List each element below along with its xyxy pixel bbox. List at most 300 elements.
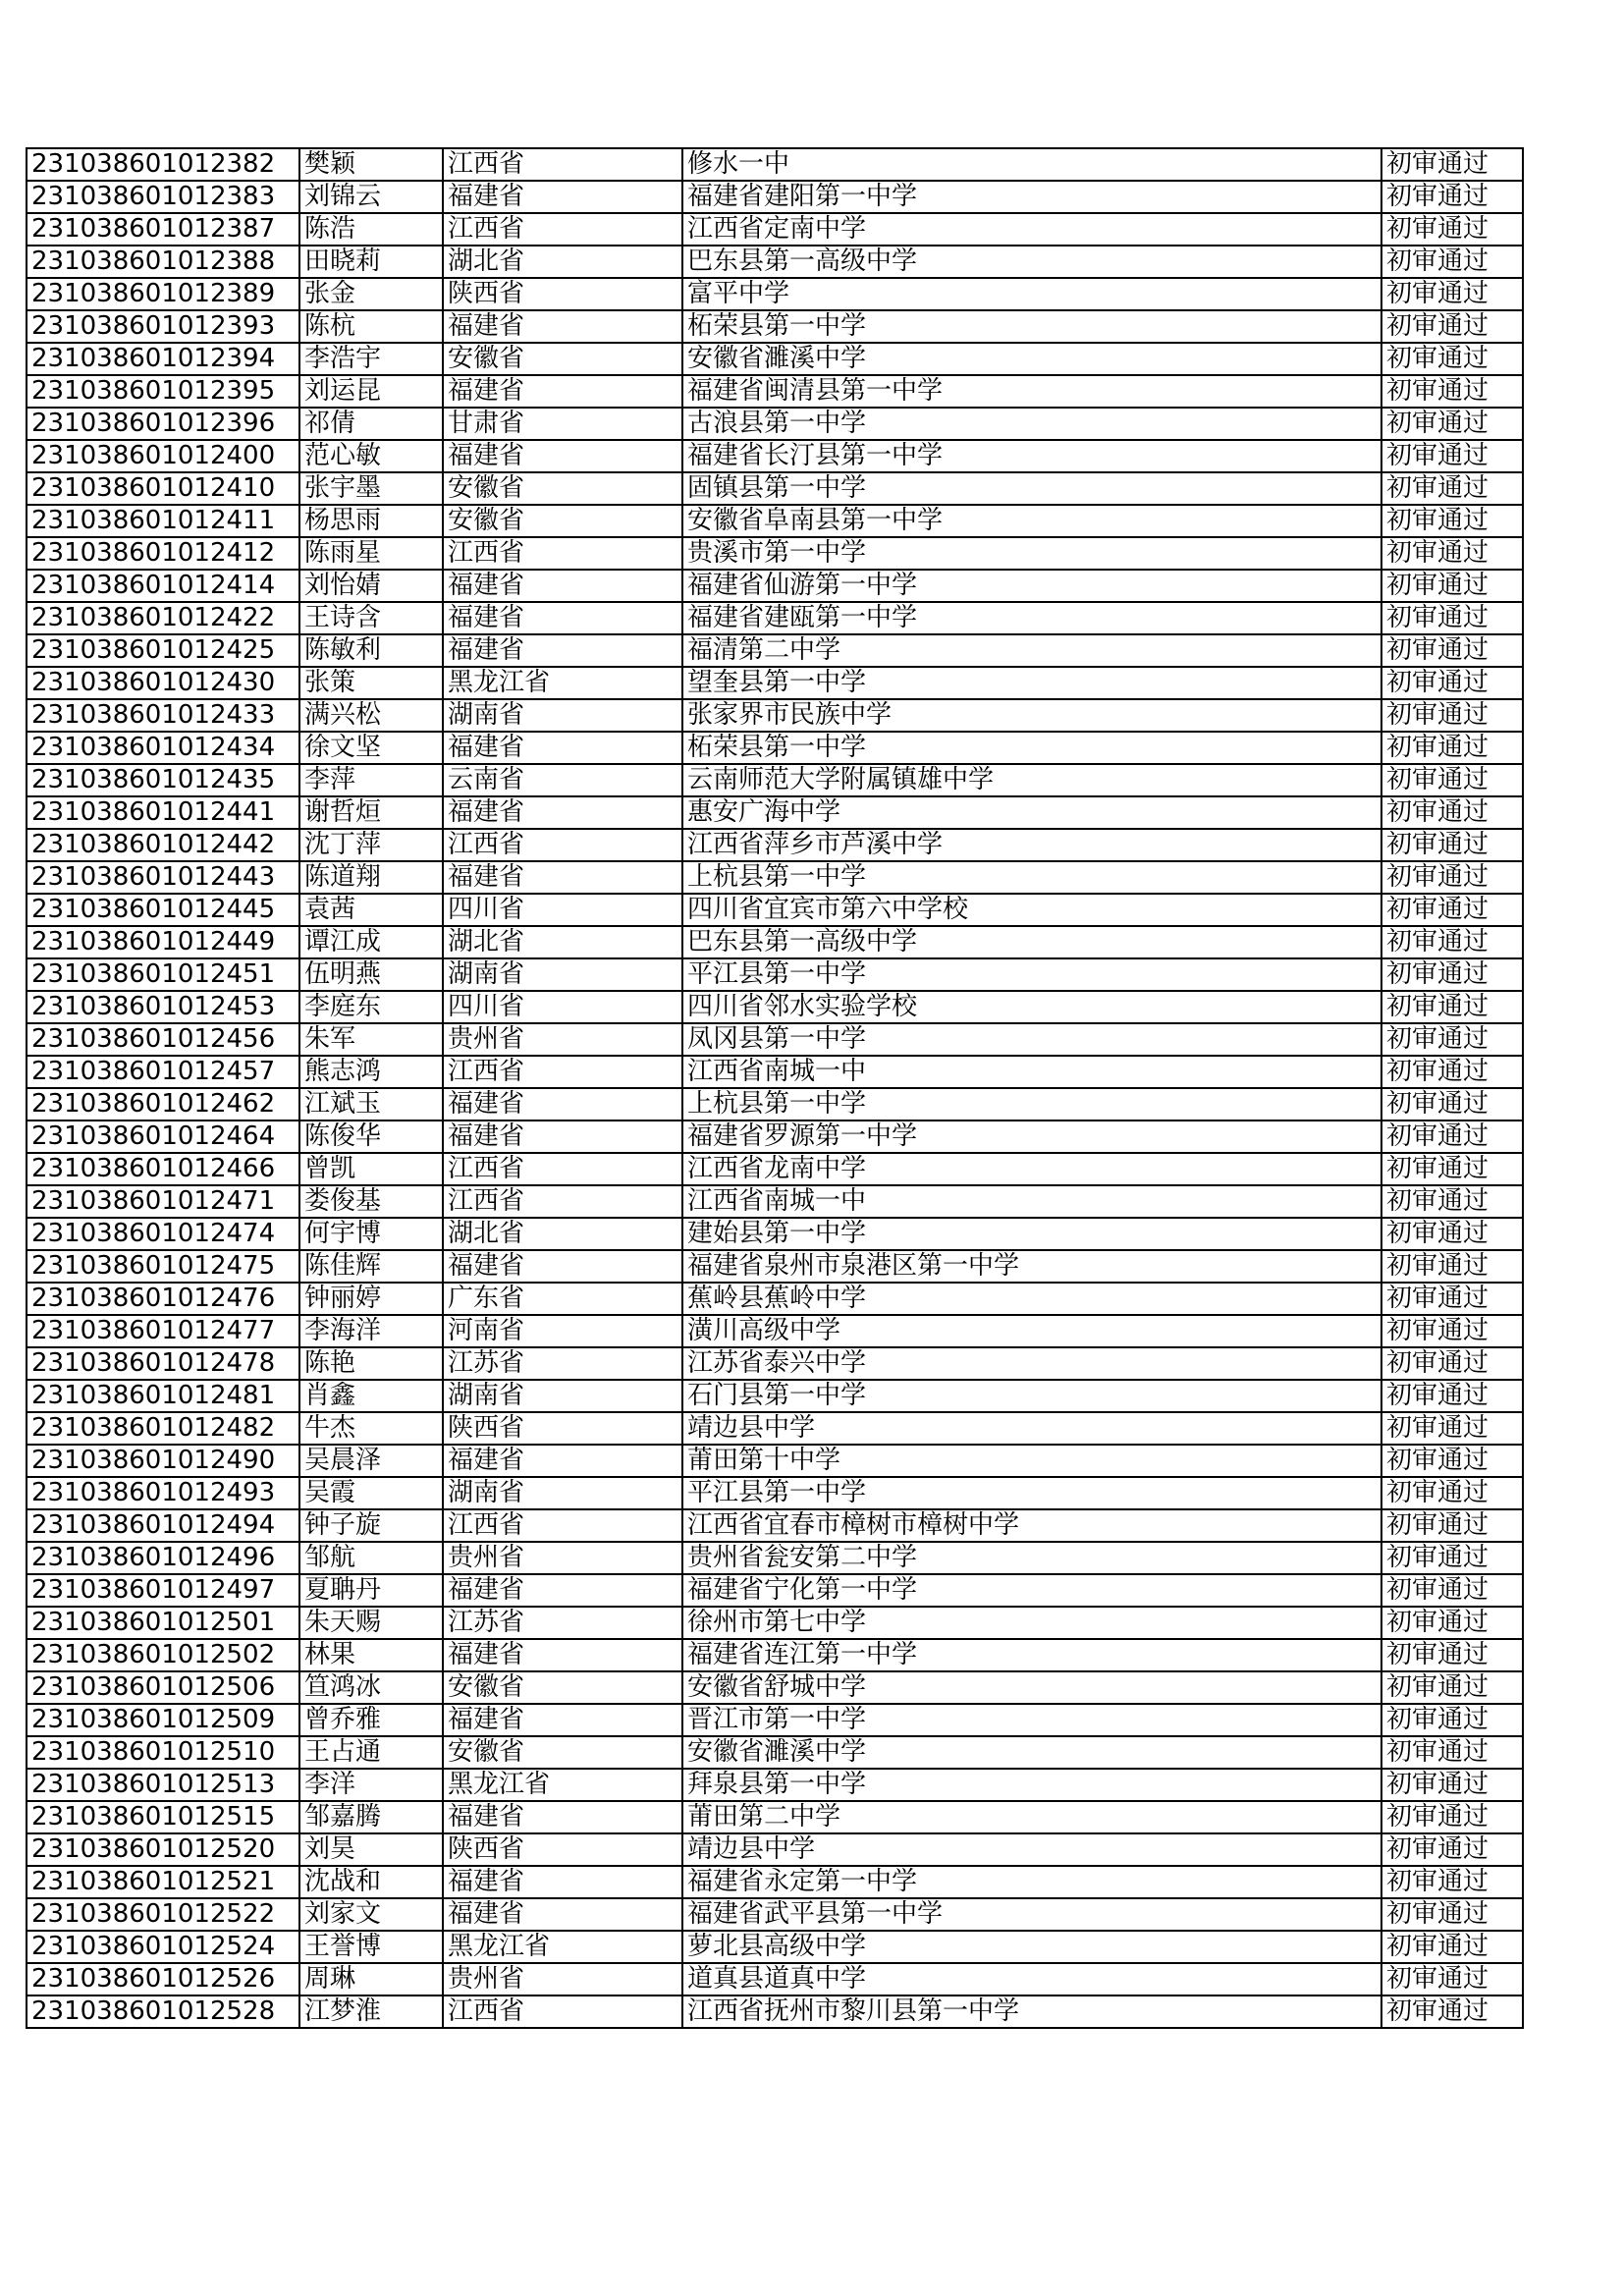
cell-name: 李庭东	[299, 991, 443, 1023]
cell-school: 蕉岭县蕉岭中学	[682, 1283, 1381, 1315]
cell-province: 安徽省	[443, 1736, 682, 1769]
cell-province: 福建省	[443, 861, 682, 894]
cell-status: 初审通过	[1381, 310, 1523, 343]
cell-id: 231038601012475	[27, 1250, 299, 1283]
table-row	[27, 732, 1523, 764]
cell-id: 231038601012510	[27, 1736, 299, 1769]
table-row	[27, 634, 1523, 667]
cell-status: 初审通过	[1381, 375, 1523, 408]
table-row	[27, 1445, 1523, 1477]
cell-name: 邹嘉腾	[299, 1801, 443, 1833]
cell-id: 231038601012394	[27, 343, 299, 375]
table-row	[27, 278, 1523, 310]
cell-name: 夏聃丹	[299, 1574, 443, 1607]
roster-table	[26, 147, 1524, 2029]
cell-status: 初审通过	[1381, 1185, 1523, 1218]
cell-id: 231038601012442	[27, 829, 299, 861]
cell-province: 江苏省	[443, 1347, 682, 1380]
cell-school: 江西省南城一中	[682, 1056, 1381, 1088]
cell-school: 江西省萍乡市芦溪中学	[682, 829, 1381, 861]
table-row	[27, 926, 1523, 958]
cell-name: 曾乔雅	[299, 1704, 443, 1736]
table-row	[27, 1542, 1523, 1574]
cell-name: 熊志鸿	[299, 1056, 443, 1088]
cell-name: 江斌玉	[299, 1088, 443, 1121]
cell-province: 福建省	[443, 1574, 682, 1607]
cell-status: 初审通过	[1381, 1866, 1523, 1898]
cell-name: 张策	[299, 667, 443, 699]
cell-school: 安徽省舒城中学	[682, 1671, 1381, 1704]
table-row	[27, 375, 1523, 408]
cell-status: 初审通过	[1381, 796, 1523, 829]
cell-id: 231038601012464	[27, 1121, 299, 1153]
cell-name: 邹航	[299, 1542, 443, 1574]
cell-name: 李洋	[299, 1769, 443, 1801]
cell-name: 钟子旋	[299, 1509, 443, 1542]
cell-id: 231038601012389	[27, 278, 299, 310]
cell-school: 四川省邻水实验学校	[682, 991, 1381, 1023]
table-row	[27, 796, 1523, 829]
table-row	[27, 991, 1523, 1023]
cell-school: 望奎县第一中学	[682, 667, 1381, 699]
table-row	[27, 343, 1523, 375]
cell-status: 初审通过	[1381, 958, 1523, 991]
cell-status: 初审通过	[1381, 667, 1523, 699]
cell-school: 福建省宁化第一中学	[682, 1574, 1381, 1607]
cell-name: 吴霞	[299, 1477, 443, 1509]
cell-name: 徐文坚	[299, 732, 443, 764]
table-row	[27, 602, 1523, 634]
cell-status: 初审通过	[1381, 1898, 1523, 1931]
cell-school: 云南师范大学附属镇雄中学	[682, 764, 1381, 796]
cell-status: 初审通过	[1381, 246, 1523, 278]
cell-id: 231038601012513	[27, 1769, 299, 1801]
cell-id: 231038601012435	[27, 764, 299, 796]
cell-id: 231038601012478	[27, 1347, 299, 1380]
table-row	[27, 1639, 1523, 1671]
table-row	[27, 1574, 1523, 1607]
cell-id: 231038601012457	[27, 1056, 299, 1088]
cell-id: 231038601012528	[27, 1995, 299, 2028]
cell-province: 福建省	[443, 1704, 682, 1736]
cell-province: 福建省	[443, 732, 682, 764]
cell-status: 初审通过	[1381, 1412, 1523, 1445]
cell-province: 四川省	[443, 991, 682, 1023]
cell-school: 江苏省泰兴中学	[682, 1347, 1381, 1380]
cell-province: 福建省	[443, 602, 682, 634]
cell-school: 江西省宜春市樟树市樟树中学	[682, 1509, 1381, 1542]
table-row	[27, 1509, 1523, 1542]
cell-id: 231038601012387	[27, 213, 299, 246]
cell-status: 初审通过	[1381, 440, 1523, 472]
cell-school: 江西省抚州市黎川县第一中学	[682, 1995, 1381, 2028]
cell-status: 初审通过	[1381, 148, 1523, 181]
cell-status: 初审通过	[1381, 1769, 1523, 1801]
table-row	[27, 1023, 1523, 1056]
cell-school: 福建省连江第一中学	[682, 1639, 1381, 1671]
cell-province: 陕西省	[443, 1833, 682, 1866]
cell-school: 贵州省瓮安第二中学	[682, 1542, 1381, 1574]
cell-name: 刘锦云	[299, 181, 443, 213]
cell-name: 吴晨泽	[299, 1445, 443, 1477]
cell-school: 潢川高级中学	[682, 1315, 1381, 1347]
cell-status: 初审通过	[1381, 1607, 1523, 1639]
cell-status: 初审通过	[1381, 1931, 1523, 1963]
cell-id: 231038601012496	[27, 1542, 299, 1574]
cell-id: 231038601012395	[27, 375, 299, 408]
cell-province: 陕西省	[443, 278, 682, 310]
cell-school: 福建省罗源第一中学	[682, 1121, 1381, 1153]
cell-id: 231038601012521	[27, 1866, 299, 1898]
cell-province: 四川省	[443, 894, 682, 926]
cell-name: 笪鸿冰	[299, 1671, 443, 1704]
cell-id: 231038601012396	[27, 408, 299, 440]
cell-province: 湖南省	[443, 958, 682, 991]
cell-name: 周琳	[299, 1963, 443, 1995]
cell-id: 231038601012425	[27, 634, 299, 667]
cell-school: 福建省永定第一中学	[682, 1866, 1381, 1898]
cell-name: 杨思雨	[299, 505, 443, 537]
cell-province: 湖北省	[443, 246, 682, 278]
cell-name: 江梦淮	[299, 1995, 443, 2028]
cell-school: 巴东县第一高级中学	[682, 246, 1381, 278]
cell-name: 樊颖	[299, 148, 443, 181]
cell-status: 初审通过	[1381, 1445, 1523, 1477]
table-row	[27, 1607, 1523, 1639]
cell-province: 福建省	[443, 1866, 682, 1898]
cell-status: 初审通过	[1381, 1995, 1523, 2028]
cell-status: 初审通过	[1381, 570, 1523, 602]
cell-name: 朱天赐	[299, 1607, 443, 1639]
table-row	[27, 1283, 1523, 1315]
cell-school: 靖边县中学	[682, 1833, 1381, 1866]
cell-id: 231038601012411	[27, 505, 299, 537]
table-row	[27, 570, 1523, 602]
cell-name: 陈俊华	[299, 1121, 443, 1153]
cell-name: 张宇墨	[299, 472, 443, 505]
cell-school: 萝北县高级中学	[682, 1931, 1381, 1963]
cell-province: 福建省	[443, 375, 682, 408]
cell-name: 沈战和	[299, 1866, 443, 1898]
cell-school: 福建省长汀县第一中学	[682, 440, 1381, 472]
cell-province: 江西省	[443, 1995, 682, 2028]
cell-name: 陈杭	[299, 310, 443, 343]
cell-province: 安徽省	[443, 1671, 682, 1704]
table-row	[27, 1121, 1523, 1153]
table-row	[27, 1477, 1523, 1509]
cell-province: 黑龙江省	[443, 1931, 682, 1963]
cell-id: 231038601012526	[27, 1963, 299, 1995]
cell-province: 福建省	[443, 634, 682, 667]
table-row	[27, 1250, 1523, 1283]
table-row	[27, 1898, 1523, 1931]
cell-id: 231038601012441	[27, 796, 299, 829]
cell-id: 231038601012501	[27, 1607, 299, 1639]
cell-province: 江西省	[443, 1185, 682, 1218]
table-row	[27, 699, 1523, 732]
cell-name: 钟丽婷	[299, 1283, 443, 1315]
cell-province: 福建省	[443, 181, 682, 213]
cell-status: 初审通过	[1381, 472, 1523, 505]
cell-name: 王占通	[299, 1736, 443, 1769]
cell-status: 初审通过	[1381, 1736, 1523, 1769]
cell-status: 初审通过	[1381, 1121, 1523, 1153]
cell-status: 初审通过	[1381, 1704, 1523, 1736]
cell-school: 四川省宜宾市第六中学校	[682, 894, 1381, 926]
cell-id: 231038601012434	[27, 732, 299, 764]
cell-province: 安徽省	[443, 505, 682, 537]
cell-id: 231038601012449	[27, 926, 299, 958]
cell-id: 231038601012497	[27, 1574, 299, 1607]
table-row	[27, 213, 1523, 246]
cell-id: 231038601012414	[27, 570, 299, 602]
cell-name: 朱军	[299, 1023, 443, 1056]
cell-status: 初审通过	[1381, 991, 1523, 1023]
cell-school: 富平中学	[682, 278, 1381, 310]
cell-status: 初审通过	[1381, 213, 1523, 246]
cell-name: 娄俊基	[299, 1185, 443, 1218]
cell-name: 李海洋	[299, 1315, 443, 1347]
table-row	[27, 1412, 1523, 1445]
cell-school: 江西省定南中学	[682, 213, 1381, 246]
cell-status: 初审通过	[1381, 1250, 1523, 1283]
cell-id: 231038601012422	[27, 602, 299, 634]
cell-school: 惠安广海中学	[682, 796, 1381, 829]
cell-school: 平江县第一中学	[682, 958, 1381, 991]
cell-id: 231038601012410	[27, 472, 299, 505]
cell-name: 祁倩	[299, 408, 443, 440]
cell-status: 初审通过	[1381, 699, 1523, 732]
table-row	[27, 1347, 1523, 1380]
table-row	[27, 1056, 1523, 1088]
cell-id: 231038601012456	[27, 1023, 299, 1056]
cell-school: 安徽省濉溪中学	[682, 1736, 1381, 1769]
cell-status: 初审通过	[1381, 1023, 1523, 1056]
cell-province: 福建省	[443, 310, 682, 343]
cell-status: 初审通过	[1381, 634, 1523, 667]
cell-id: 231038601012393	[27, 310, 299, 343]
cell-province: 黑龙江省	[443, 667, 682, 699]
table-row	[27, 472, 1523, 505]
cell-id: 231038601012466	[27, 1153, 299, 1185]
table-row	[27, 440, 1523, 472]
cell-province: 江西省	[443, 537, 682, 570]
cell-school: 古浪县第一中学	[682, 408, 1381, 440]
table-row	[27, 505, 1523, 537]
cell-school: 柘荣县第一中学	[682, 310, 1381, 343]
cell-status: 初审通过	[1381, 1509, 1523, 1542]
cell-id: 231038601012490	[27, 1445, 299, 1477]
cell-school: 晋江市第一中学	[682, 1704, 1381, 1736]
cell-id: 231038601012388	[27, 246, 299, 278]
cell-name: 刘运昆	[299, 375, 443, 408]
table-row	[27, 537, 1523, 570]
cell-status: 初审通过	[1381, 926, 1523, 958]
table-row	[27, 1185, 1523, 1218]
cell-id: 231038601012524	[27, 1931, 299, 1963]
cell-id: 231038601012400	[27, 440, 299, 472]
cell-province: 安徽省	[443, 343, 682, 375]
cell-status: 初审通过	[1381, 732, 1523, 764]
cell-province: 福建省	[443, 1121, 682, 1153]
cell-status: 初审通过	[1381, 1639, 1523, 1671]
cell-province: 河南省	[443, 1315, 682, 1347]
cell-status: 初审通过	[1381, 1056, 1523, 1088]
cell-name: 范心敏	[299, 440, 443, 472]
cell-status: 初审通过	[1381, 1542, 1523, 1574]
cell-status: 初审通过	[1381, 1963, 1523, 1995]
cell-status: 初审通过	[1381, 602, 1523, 634]
cell-status: 初审通过	[1381, 894, 1523, 926]
cell-name: 刘昊	[299, 1833, 443, 1866]
cell-school: 巴东县第一高级中学	[682, 926, 1381, 958]
cell-province: 贵州省	[443, 1542, 682, 1574]
cell-province: 福建省	[443, 570, 682, 602]
cell-province: 湖北省	[443, 926, 682, 958]
table-row	[27, 310, 1523, 343]
cell-name: 曾凯	[299, 1153, 443, 1185]
cell-id: 231038601012493	[27, 1477, 299, 1509]
cell-id: 231038601012471	[27, 1185, 299, 1218]
cell-status: 初审通过	[1381, 1347, 1523, 1380]
cell-province: 江西省	[443, 213, 682, 246]
cell-province: 湖南省	[443, 1477, 682, 1509]
cell-name: 陈道翔	[299, 861, 443, 894]
cell-province: 云南省	[443, 764, 682, 796]
cell-id: 231038601012430	[27, 667, 299, 699]
table-row	[27, 1218, 1523, 1250]
cell-school: 福建省建瓯第一中学	[682, 602, 1381, 634]
table-row	[27, 181, 1523, 213]
cell-school: 莆田第二中学	[682, 1801, 1381, 1833]
table-row	[27, 1833, 1523, 1866]
cell-school: 柘荣县第一中学	[682, 732, 1381, 764]
cell-school: 江西省龙南中学	[682, 1153, 1381, 1185]
cell-province: 江苏省	[443, 1607, 682, 1639]
cell-status: 初审通过	[1381, 1671, 1523, 1704]
cell-school: 修水一中	[682, 148, 1381, 181]
cell-school: 贵溪市第一中学	[682, 537, 1381, 570]
cell-school: 固镇县第一中学	[682, 472, 1381, 505]
table-row	[27, 764, 1523, 796]
table-row	[27, 1995, 1523, 2028]
cell-province: 福建省	[443, 1801, 682, 1833]
table-row	[27, 1769, 1523, 1801]
cell-school: 福清第二中学	[682, 634, 1381, 667]
cell-id: 231038601012445	[27, 894, 299, 926]
cell-province: 福建省	[443, 1088, 682, 1121]
cell-id: 231038601012453	[27, 991, 299, 1023]
cell-province: 黑龙江省	[443, 1769, 682, 1801]
table-row	[27, 1704, 1523, 1736]
cell-province: 福建省	[443, 1445, 682, 1477]
cell-name: 陈浩	[299, 213, 443, 246]
cell-province: 江西省	[443, 1509, 682, 1542]
cell-status: 初审通过	[1381, 343, 1523, 375]
cell-province: 福建省	[443, 440, 682, 472]
cell-school: 张家界市民族中学	[682, 699, 1381, 732]
cell-status: 初审通过	[1381, 1088, 1523, 1121]
cell-id: 231038601012451	[27, 958, 299, 991]
cell-name: 袁茜	[299, 894, 443, 926]
cell-name: 李萍	[299, 764, 443, 796]
cell-name: 陈佳辉	[299, 1250, 443, 1283]
cell-school: 福建省仙游第一中学	[682, 570, 1381, 602]
cell-school: 上杭县第一中学	[682, 1088, 1381, 1121]
cell-province: 贵州省	[443, 1963, 682, 1995]
cell-province: 福建省	[443, 796, 682, 829]
cell-id: 231038601012476	[27, 1283, 299, 1315]
cell-province: 安徽省	[443, 472, 682, 505]
cell-status: 初审通过	[1381, 1218, 1523, 1250]
cell-status: 初审通过	[1381, 1477, 1523, 1509]
cell-school: 平江县第一中学	[682, 1477, 1381, 1509]
cell-id: 231038601012383	[27, 181, 299, 213]
cell-status: 初审通过	[1381, 278, 1523, 310]
cell-id: 231038601012515	[27, 1801, 299, 1833]
cell-name: 满兴松	[299, 699, 443, 732]
cell-province: 福建省	[443, 1250, 682, 1283]
cell-school: 福建省闽清县第一中学	[682, 375, 1381, 408]
cell-school: 福建省建阳第一中学	[682, 181, 1381, 213]
cell-status: 初审通过	[1381, 764, 1523, 796]
cell-status: 初审通过	[1381, 1283, 1523, 1315]
cell-province: 贵州省	[443, 1023, 682, 1056]
cell-province: 江西省	[443, 829, 682, 861]
table-row	[27, 1671, 1523, 1704]
cell-province: 江西省	[443, 1153, 682, 1185]
cell-id: 231038601012482	[27, 1412, 299, 1445]
cell-id: 231038601012382	[27, 148, 299, 181]
cell-name: 林果	[299, 1639, 443, 1671]
table-row	[27, 829, 1523, 861]
cell-name: 何宇博	[299, 1218, 443, 1250]
cell-province: 湖南省	[443, 699, 682, 732]
cell-school: 莆田第十中学	[682, 1445, 1381, 1477]
cell-name: 伍明燕	[299, 958, 443, 991]
cell-id: 231038601012481	[27, 1380, 299, 1412]
cell-id: 231038601012462	[27, 1088, 299, 1121]
cell-school: 福建省泉州市泉港区第一中学	[682, 1250, 1381, 1283]
cell-school: 凤冈县第一中学	[682, 1023, 1381, 1056]
cell-province: 湖南省	[443, 1380, 682, 1412]
cell-id: 231038601012477	[27, 1315, 299, 1347]
cell-province: 福建省	[443, 1898, 682, 1931]
table-row	[27, 1866, 1523, 1898]
cell-name: 沈丁萍	[299, 829, 443, 861]
cell-id: 231038601012509	[27, 1704, 299, 1736]
cell-id: 231038601012520	[27, 1833, 299, 1866]
cell-name: 牛杰	[299, 1412, 443, 1445]
cell-name: 李浩宇	[299, 343, 443, 375]
table-row	[27, 1736, 1523, 1769]
table-row	[27, 148, 1523, 181]
cell-status: 初审通过	[1381, 1833, 1523, 1866]
cell-name: 谭江成	[299, 926, 443, 958]
table-row	[27, 1931, 1523, 1963]
cell-province: 甘肃省	[443, 408, 682, 440]
table-row	[27, 958, 1523, 991]
table-row	[27, 1380, 1523, 1412]
cell-school: 江西省南城一中	[682, 1185, 1381, 1218]
cell-name: 陈艳	[299, 1347, 443, 1380]
cell-id: 231038601012474	[27, 1218, 299, 1250]
cell-id: 231038601012443	[27, 861, 299, 894]
cell-school: 道真县道真中学	[682, 1963, 1381, 1995]
cell-status: 初审通过	[1381, 1380, 1523, 1412]
roster-body	[27, 148, 1523, 2028]
table-row	[27, 1153, 1523, 1185]
